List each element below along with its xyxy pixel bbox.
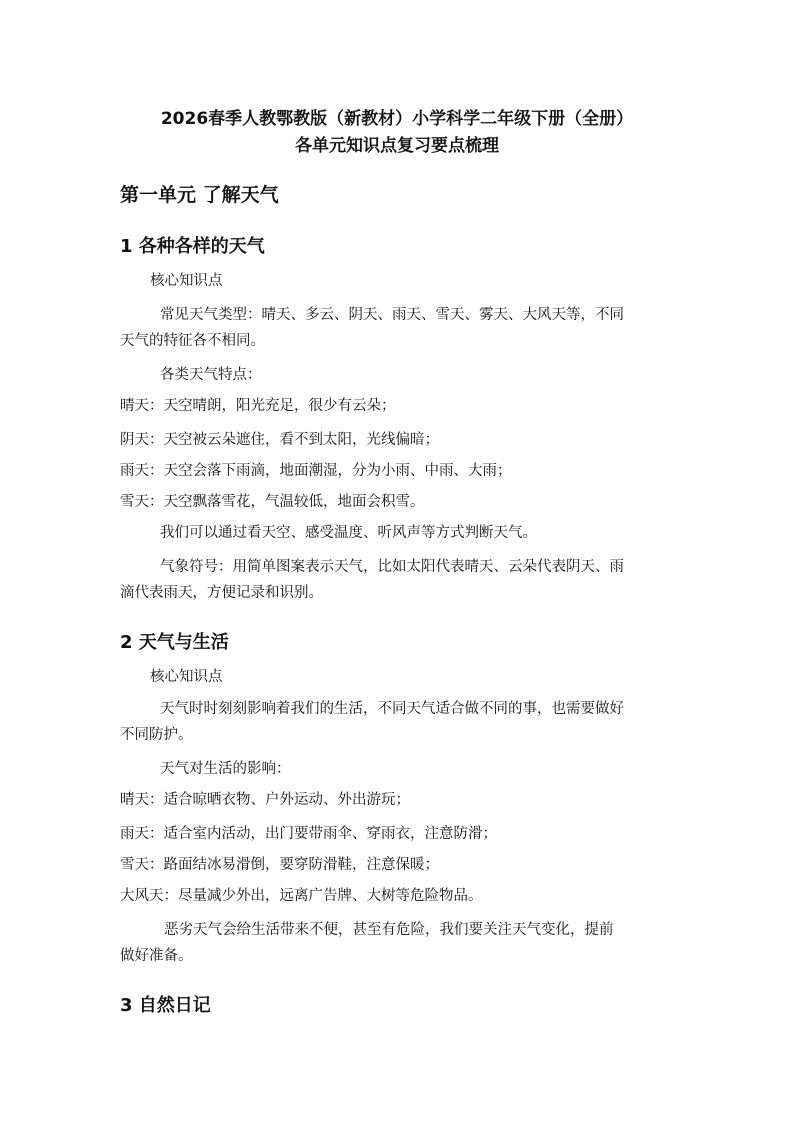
- lesson-2-heading: 2 天气与生活: [120, 632, 229, 653]
- lesson-1-types-line-1: 常见天气类型：晴天、多云、阴天、雨天、雪天、雾天、大风天等，不同: [160, 307, 624, 323]
- lesson-1-rainy: 雨天：天空会落下雨滴，地面潮湿，分为小雨、中雨、大雨；: [120, 463, 512, 479]
- lesson-3-heading: 3 自然日记: [120, 995, 211, 1016]
- lesson-1-features-intro: 各类天气特点：: [160, 367, 262, 383]
- lesson-2-windy: 大风天：尽量减少外出，远离广告牌、大树等危险物品。: [120, 888, 483, 904]
- lesson-1-symbols-line-1: 气象符号：用简单图案表示天气，比如太阳代表晴天、云朵代表阴天、雨: [160, 559, 624, 575]
- lesson-1-types-line-2: 天气的特征各不相同。: [120, 333, 265, 349]
- lesson-1-core-label: 核心知识点: [150, 273, 223, 289]
- lesson-1-symbols-line-2: 滴代表雨天，方便记录和识别。: [120, 585, 323, 601]
- lesson-2-core-label: 核心知识点: [150, 669, 223, 685]
- lesson-2-snowy: 雪天：路面结冰易滑倒，要穿防滑鞋，注意保暖；: [120, 857, 439, 873]
- lesson-2-intro-line-1: 天气时时刻刻影响着我们的生活，不同天气适合做不同的事，也需要做好: [160, 701, 624, 717]
- lesson-1-sunny: 晴天：天空晴朗，阳光充足，很少有云朵；: [120, 398, 396, 414]
- lesson-2-intro-line-2: 不同防护。: [120, 727, 193, 743]
- lesson-1-judge: 我们可以通过看天空、感受温度、听风声等方式判断天气。: [160, 525, 537, 541]
- lesson-2-effects-intro: 天气对生活的影响：: [160, 761, 291, 777]
- lesson-2-sunny: 晴天：适合晾晒衣物、户外运动、外出游玩；: [120, 792, 410, 808]
- document-title-line-2: 各单元知识点复习要点梳理: [295, 136, 499, 156]
- lesson-2-bad-weather-line-1: 恶劣天气会给生活带来不便，甚至有危险，我们要关注天气变化，提前: [164, 922, 614, 938]
- document-title-line-1: 2026春季人教鄂教版（新教材）小学科学二年级下册（全册）: [160, 109, 634, 129]
- lesson-2-bad-weather-line-2: 做好准备。: [120, 948, 193, 964]
- lesson-1-heading: 1 各种各样的天气: [120, 236, 265, 257]
- unit-heading: 第一单元 了解天气: [120, 184, 279, 206]
- lesson-1-cloudy: 阴天：天空被云朵遮住，看不到太阳，光线偏暗；: [120, 432, 439, 448]
- lesson-2-rainy: 雨天：适合室内活动，出门要带雨伞、穿雨衣，注意防滑；: [120, 826, 497, 842]
- lesson-1-snowy: 雪天：天空飘落雪花，气温较低，地面会积雪。: [120, 494, 425, 510]
